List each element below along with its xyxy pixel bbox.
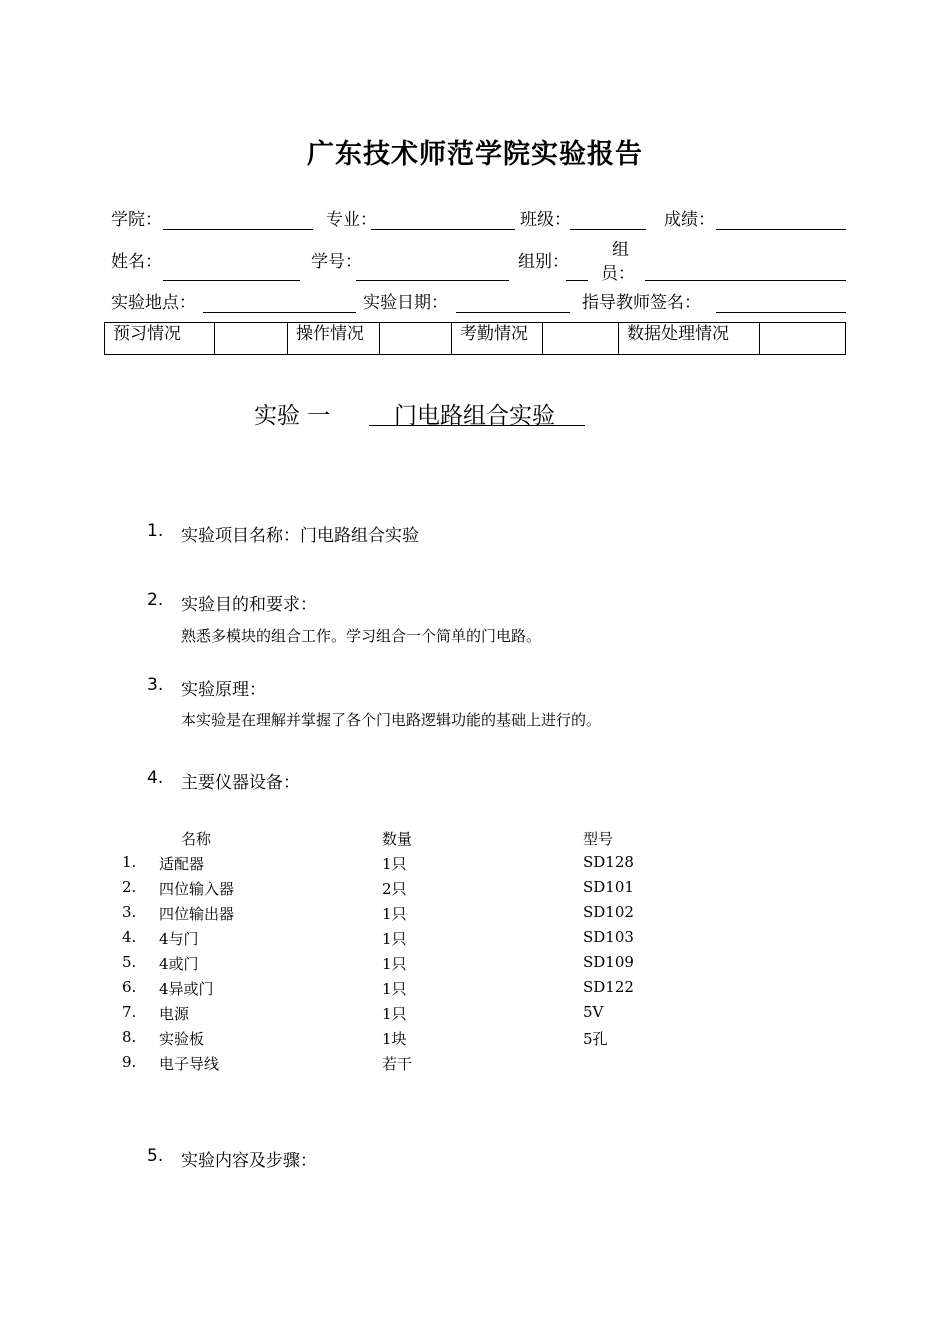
attendance-label: 考勤情况 bbox=[452, 323, 543, 355]
section-4-title: 主要仪器设备： bbox=[181, 773, 300, 793]
equipment-qty: 1只 bbox=[382, 980, 407, 998]
section-3-number: 3. bbox=[147, 675, 164, 695]
attendance-score-cell[interactable] bbox=[543, 323, 619, 355]
equipment-index: 5. bbox=[122, 953, 137, 971]
equipment-model: SD109 bbox=[583, 953, 634, 971]
section-4-number: 4. bbox=[147, 768, 164, 788]
location-label: 实验地点： bbox=[111, 293, 196, 313]
equipment-model: 5V bbox=[583, 1003, 604, 1021]
equipment-model: SD102 bbox=[583, 903, 634, 921]
equipment-index: 3. bbox=[122, 903, 137, 921]
data-processing-score-cell[interactable] bbox=[760, 323, 846, 355]
report-title: 广东技术师范学院实验报告 bbox=[307, 139, 643, 170]
equipment-name: 四位输入器 bbox=[159, 880, 235, 898]
equipment-name: 电源 bbox=[159, 1005, 190, 1023]
college-field[interactable] bbox=[163, 229, 313, 230]
date-label: 实验日期： bbox=[363, 293, 448, 313]
equipment-header-name: 名称 bbox=[181, 830, 212, 848]
major-label: 专业： bbox=[326, 210, 377, 230]
major-field[interactable] bbox=[371, 229, 515, 230]
members-field[interactable] bbox=[645, 280, 846, 281]
section-1-number: 1. bbox=[147, 521, 164, 541]
equipment-qty: 2只 bbox=[382, 880, 407, 898]
equipment-name: 适配器 bbox=[159, 855, 205, 873]
equipment-model: SD103 bbox=[583, 928, 634, 946]
equipment-model: SD128 bbox=[583, 853, 634, 871]
equipment-name: 4或门 bbox=[159, 955, 199, 973]
group-label: 组别： bbox=[518, 252, 569, 272]
equipment-model: SD122 bbox=[583, 978, 634, 996]
equipment-model: 5孔 bbox=[583, 1030, 608, 1048]
teacher-field[interactable] bbox=[716, 312, 846, 313]
section-2-body: 熟悉多模块的组合工作。学习组合一个简单的门电路。 bbox=[181, 627, 542, 645]
equipment-name: 实验板 bbox=[159, 1030, 205, 1048]
section-3-body: 本实验是在理解并掌握了各个门电路逻辑功能的基础上进行的。 bbox=[181, 711, 602, 729]
equipment-header-model: 型号 bbox=[583, 830, 614, 848]
preview-score-cell[interactable] bbox=[215, 323, 288, 355]
equipment-qty: 1只 bbox=[382, 905, 407, 923]
members-label-bottom: 员： bbox=[601, 264, 635, 284]
score-field[interactable] bbox=[716, 229, 846, 230]
section-2-title: 实验目的和要求： bbox=[181, 595, 317, 615]
name-label: 姓名： bbox=[111, 252, 162, 272]
equipment-index: 8. bbox=[122, 1028, 137, 1046]
equipment-qty: 若干 bbox=[382, 1055, 413, 1073]
equipment-index: 2. bbox=[122, 878, 137, 896]
data-processing-label: 数据处理情况 bbox=[619, 323, 760, 355]
members-label-top: 组 bbox=[612, 240, 629, 260]
class-label: 班级： bbox=[520, 210, 571, 230]
equipment-qty: 1只 bbox=[382, 930, 407, 948]
equipment-qty: 1只 bbox=[382, 1005, 407, 1023]
group-field[interactable] bbox=[566, 280, 588, 281]
section-1-title: 实验项目名称：门电路组合实验 bbox=[181, 526, 419, 546]
equipment-index: 9. bbox=[122, 1053, 137, 1071]
class-field[interactable] bbox=[570, 229, 646, 230]
date-field[interactable] bbox=[456, 312, 570, 313]
score-label: 成绩： bbox=[664, 210, 715, 230]
section-5-number: 5. bbox=[147, 1146, 164, 1166]
experiment-prefix: 实验 一 bbox=[254, 403, 331, 429]
equipment-index: 6. bbox=[122, 978, 137, 996]
section-5-title: 实验内容及步骤： bbox=[181, 1151, 317, 1171]
equipment-name: 四位输出器 bbox=[159, 905, 235, 923]
equipment-qty: 1只 bbox=[382, 855, 407, 873]
equipment-qty: 1块 bbox=[382, 1030, 407, 1048]
equipment-name: 电子导线 bbox=[159, 1055, 220, 1073]
equipment-name: 4与门 bbox=[159, 930, 199, 948]
name-field[interactable] bbox=[163, 280, 300, 281]
operation-label: 操作情况 bbox=[288, 323, 380, 355]
equipment-model: SD101 bbox=[583, 878, 634, 896]
equipment-name: 4异或门 bbox=[159, 980, 214, 998]
college-label: 学院： bbox=[111, 210, 162, 230]
grade-table bbox=[104, 322, 846, 355]
equipment-header-qty: 数量 bbox=[382, 830, 413, 848]
experiment-name: 门电路组合实验 bbox=[394, 403, 555, 429]
equipment-index: 7. bbox=[122, 1003, 137, 1021]
equipment-qty: 1只 bbox=[382, 955, 407, 973]
location-field[interactable] bbox=[203, 312, 356, 313]
preview-label: 预习情况 bbox=[105, 323, 215, 355]
section-3-title: 实验原理： bbox=[181, 680, 266, 700]
student-id-label: 学号： bbox=[311, 252, 362, 272]
equipment-index: 4. bbox=[122, 928, 137, 946]
operation-score-cell[interactable] bbox=[380, 323, 452, 355]
student-id-field[interactable] bbox=[356, 280, 509, 281]
section-2-number: 2. bbox=[147, 590, 164, 610]
teacher-label: 指导教师签名： bbox=[582, 293, 701, 313]
equipment-index: 1. bbox=[122, 853, 137, 871]
